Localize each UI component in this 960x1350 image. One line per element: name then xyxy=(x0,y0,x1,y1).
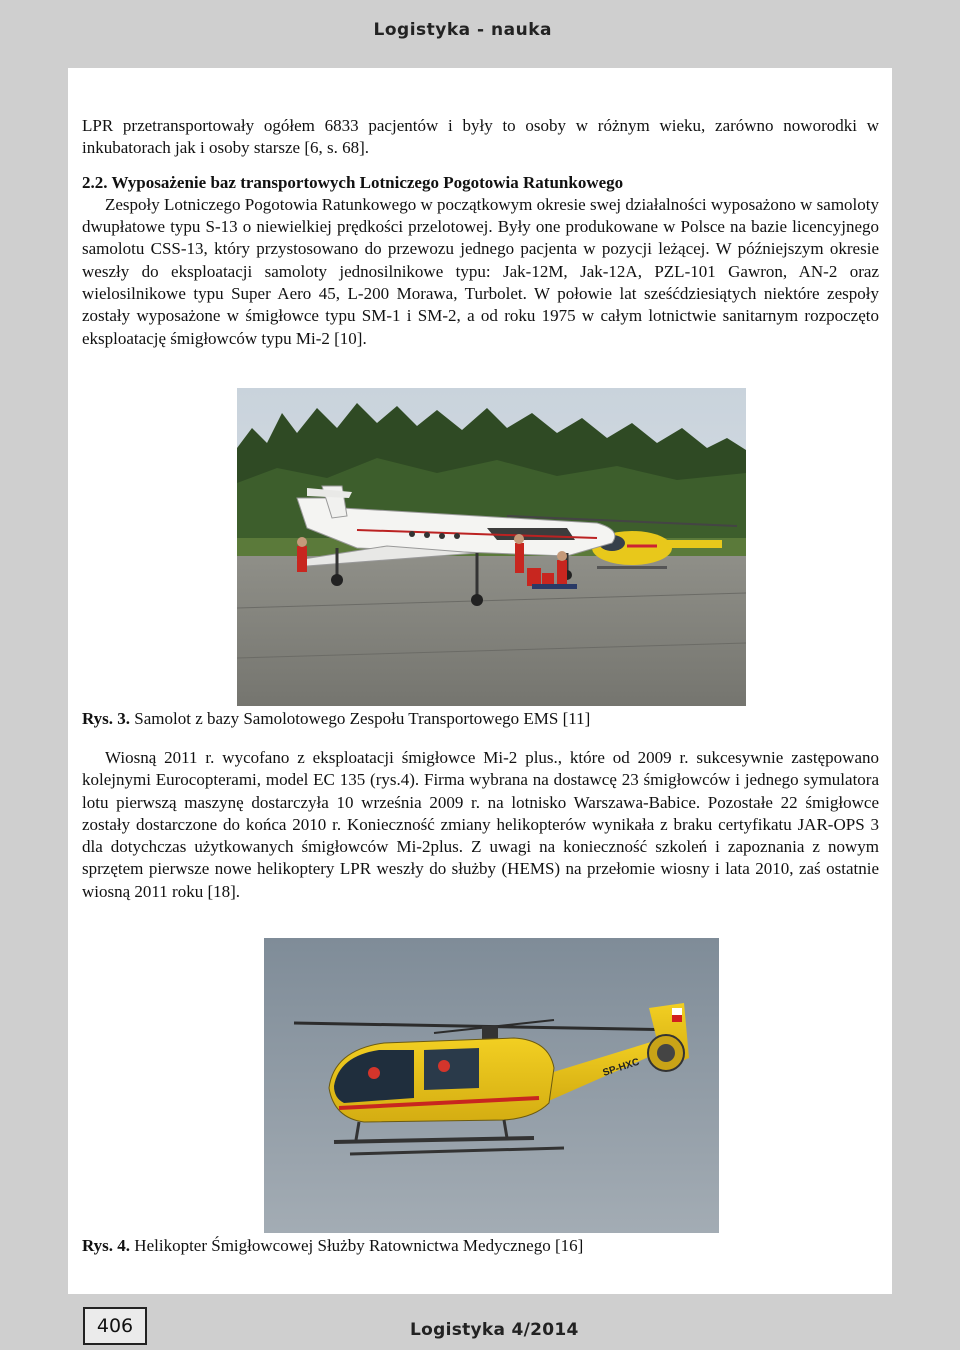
figure-3-caption xyxy=(82,709,590,729)
figure-3-caption-text: Samolot z bazy Samolotowego Zespołu Transportowego EMS [11] xyxy=(134,709,591,728)
text-block-1 xyxy=(82,115,879,350)
paragraph-eurocopter: Wiosną 2011 r. wycofano z eksploatacji śmigłowce Mi-2 plus., które od 2009 r. sukcesywnie zastępowano kolejnymi Eurocopterami, model EC 135 (rys.4). Firma wybrana na dostawcę 23 śmigłowców i jednego symulatora lotu pierwszą maszynę dostarczyła 10 września 2009 r. na lotnisko Warszawa-Babice. Pozostałe 22 śmigłowce zostały dostarczone do końca 2010 r. Konieczność zmiany helikopterów wynikała z braku certyfikatu JAR-OPS 3 dla dotychczas użytkowanych śmigłowców Mi-2plus. Z uwagi na konieczność szkoleń i zapoznania z nowym sprzętem pierwsze nowe helikoptery LPR weszły do służby (HEMS) na przełomie wiosny i lata 2010, zaś ostatnie wiosną 2011 roku [18]. xyxy=(82,748,879,901)
figure-4-photo xyxy=(264,938,719,1233)
figure-3-photo xyxy=(237,388,746,706)
figure-4-label: Rys. 4. xyxy=(82,1236,131,1255)
text-block-2 xyxy=(82,747,879,903)
page-sheet xyxy=(68,68,892,1294)
figure-3-label: Rys. 3. xyxy=(82,709,131,728)
figure-4-caption xyxy=(82,1236,583,1256)
journal-issue: Logistyka 4/2014 xyxy=(410,1320,579,1340)
section-heading: 2.2. Wyposażenie baz transportowych Lotniczego Pogotowia Ratunkowego xyxy=(82,172,624,192)
running-header xyxy=(0,20,960,40)
figure-4-caption-text: Helikopter Śmigłowcowej Służby Ratownictwa Medycznego [16] xyxy=(134,1236,584,1255)
registration-marking: SP-HXC xyxy=(601,1056,641,1079)
page-number: 406 xyxy=(83,1307,147,1345)
header-section-title: Logistyka - nauka xyxy=(373,20,552,40)
paragraph-history: Zespoły Lotniczego Pogotowia Ratunkowego w początkowym okresie swej działalności wyposażono w samoloty dwupłatowe typu S-13 o niewielkiej prędkości przelotowej. Były one produkowane w Polsce na bazie licencyjnego samolotu CSS-13, który przystosowano do przewozu jednego pacjenta w pozycji leżącej. W późniejszym okresie weszły do eksploatacji samoloty jednosilnikowe typu: Jak-12M, Jak-12A, PZL-101 Gawron, AN-2 oraz wielosilnikowe typu Super Aero 45, L-200 Morawa, Turbolet. W połowie lat sześćdziesiątych niektóre zespoły zostały wyposażone w śmigłowce typu SM-1 i SM-2, a od roku 1975 w całym lotnictwie sanitarnym rozpoczęto eksploatację śmigłowców typu Mi-2 [10]. xyxy=(82,194,879,348)
paragraph-intro: LPR przetransportowały ogółem 6833 pacjentów i były to osoby w różnym wieku, zarówno noworodki w inkubatorach jak i osoby starsze [6, s. 68]. xyxy=(82,116,879,158)
